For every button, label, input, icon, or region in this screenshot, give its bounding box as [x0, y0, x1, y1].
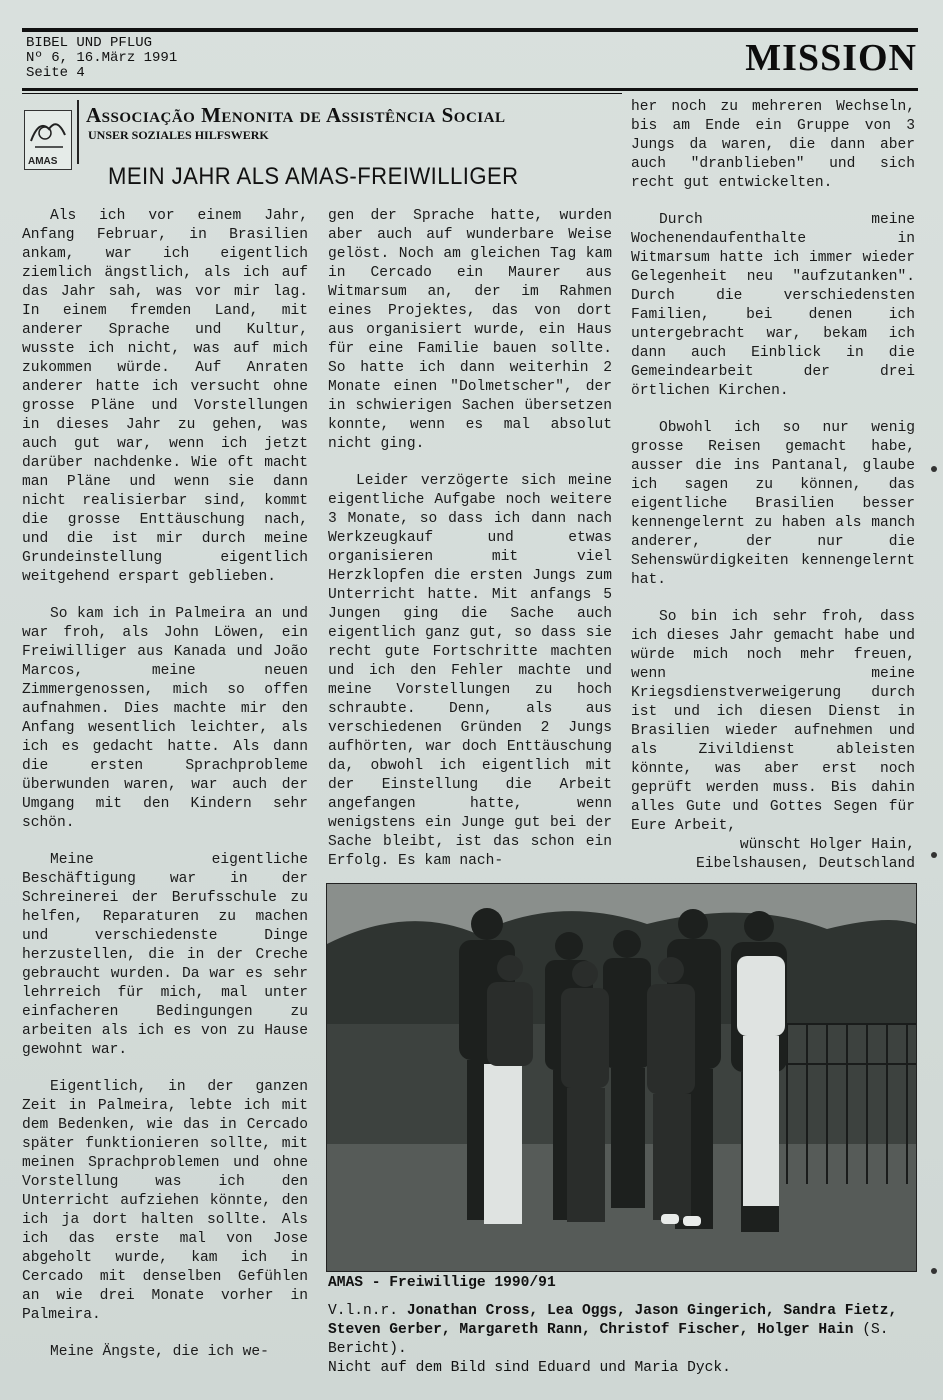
article-column-2 [328, 207, 612, 889]
signature-place: Eibelshausen, Deutschland [696, 856, 915, 872]
caption-names: Jonathan Cross, Lea Oggs, Jason Gingerich, Sandra Fietz, Steven Gerber, Margareth Rann, Christof Fischer, Holger Hain [328, 1303, 898, 1338]
section-title: MISSION [745, 37, 917, 79]
caption-missing: Nicht auf dem Bild sind Eduard und Maria Dyck. [328, 1360, 731, 1376]
paragraph: Leider verzögerte sich meine eigentliche Aufgabe noch weitere 3 Monate, so dass ich dann nach Werkzeugkauf und etwas organisieren mit viel Herzklopfen die ersten Jungs zum Unterricht hatte. Mit anfangs 5 Jungen ging die Sache auch eigentlich ganz gut, so dass sie recht gute Fortschritte machten und ich den Fehler machte und meine Vorstellungen zu hoch schraubte. Denn, als aus verschiedenen Gründen 2 Jungs aufhörten, war doch Enttäuschung da, obwohl ich eigentlich mit der Einstellung die Arbeit angefangen hatte, wenn wenigstens ein Junge gut bei der Sache bleibt, ist das schon ein Erfolg. Es kam nach- [328, 473, 612, 869]
punch-mark [931, 852, 937, 858]
paragraph: Meine Ängste, die ich we- [50, 1344, 269, 1360]
group-photo-image [327, 884, 916, 1271]
issue-date: Nº 6, 16.März 1991 [26, 50, 178, 66]
article-column-3 [631, 98, 915, 892]
caption-prefix: V.l.n.r. [328, 1303, 407, 1319]
page-number: Seite 4 [26, 65, 85, 81]
punch-mark [931, 466, 937, 472]
caption-names-line [328, 1302, 916, 1359]
logo-text: AMAS [28, 156, 58, 167]
publication-name: BIBEL UND PFLUG [26, 35, 153, 51]
paragraph: So bin ich sehr froh, dass ich dieses Jahr gemacht habe und würde mich noch mehr freuen, wenn meine Kriegsdienstverweigerung durch ist und ich diesen Dienst in Brasilien wieder aufnehmen und als Zivildienst ableisten könnte, was aber erst noch geprüft werden muss. Bis dahin alles Gute und Gottes Segen für Eure Arbeit, [631, 609, 915, 834]
org-divider [77, 100, 79, 164]
paragraph: Als ich vor einem Jahr, Anfang Februar, in Brasilien ankam, war ich eigentlich ziemlich ängstlich, als ich auf das Jahr sah, was vor mir lag. In einem fremden Land, mit anderer Sprache und Kultur, wusste ich nicht, was auf mich zukommen würde. Auf Anraten anderer hatte ich versucht ohne grosse Pläne und Vorstellungen in dieses Jahr zu gehen, was auch gut war, wenn ich jetzt darüber nachdenke. Wie oft macht man Pläne und wenn sie dann nicht realisierbar sind, kommt die grosse Enttäuschung nach, und die ist mir durch meine Grundeinstellung eigentlich weitgehend erspart geblieben. [22, 208, 308, 585]
photo-caption [328, 1274, 916, 1378]
caption-suffix: (S. Bericht). [328, 1322, 889, 1357]
paragraph: gen der Sprache hatte, wurden aber auch auf wunderbare Weise gelöst. Noch am gleichen Tag kam in Cercado ein Maurer aus Witmarsum an, der im Rahmen eines Projektes, das von dort aus organisiert wurde, ein Haus für eine Familie bauen sollte. So hatte ich dann weiterhin 2 Monate einen "Dolmetscher", der in schwierigen Sachen übersetzen konnte, wenn es mal absolut nicht ging. [328, 208, 612, 452]
organization-name: Associação Menonita de Assistência Social [86, 103, 506, 127]
top-rule [22, 28, 918, 32]
article-title: MEIN JAHR ALS AMAS-FREIWILLIGER [108, 163, 519, 190]
paragraph: Eigentlich, in der ganzen Zeit in Palmeira, lebte ich mit dem Bedenken, wie das in Cercado später funktionieren sollte, mit meinen Sprachproblemen und ohne Vorstellung was ich den Unterricht aufziehen könnte, den ich ja dort halten sollte. Als ich das erste mal von Jose abgeholt wurde, kam ich in Cercado mit denselben Gefühlen an wie drei Monate vorher in Palmeira. [22, 1079, 308, 1323]
paragraph: Durch meine Wochenendaufenthalte in Witmarsum hatte ich immer wieder Gelegenheit neu "aufzutanken". Durch die verschiedensten Familien, bei denen ich untergebracht war, bekam ich dann auch Einblick in die Gemeindearbeit der drei örtlichen Kirchen. [631, 212, 915, 399]
paragraph: her noch zu mehreren Wechseln, bis am Ende ein Gruppe von 3 Jungs da waren, die dann aber auch "dranblieben" und sich recht gut entwickelten. [631, 99, 915, 191]
amas-logo [24, 110, 72, 170]
punch-mark [931, 1268, 937, 1274]
organization-subtitle: UNSER SOZIALES HILFSWERK [88, 128, 269, 142]
paragraph: So kam ich in Palmeira an und war froh, als John Löwen, ein Freiwilliger aus Kanada und João Marcos, meine neuen Zimmergenossen, mich so offen aufnahmen. Dies machte mir den Anfang wesentlich leichter, als ich es gedacht hatte. Als dann die ersten Sprachprobleme überwunden waren, war auch der Umgang mit den Kindern sehr schön. [22, 606, 308, 831]
caption-title: AMAS - Freiwillige 1990/91 [328, 1275, 556, 1291]
paragraph: Obwohl ich so nur wenig grosse Reisen gemacht habe, ausser die ins Pantanal, glaube ich sagen zu können, das eigentliche Brasilien besser kennengelernt zu haben als manch anderer, der nur die Sehenswürdigkeiten kennengelernt hat. [631, 420, 915, 588]
article-column-1 [22, 207, 308, 1380]
header-rule [22, 88, 918, 91]
amas-logo-icon [25, 111, 71, 155]
signature-name: wünscht Holger Hain, [739, 837, 915, 853]
header-rule-thin [22, 93, 622, 94]
group-photo [326, 883, 917, 1272]
paragraph: Meine eigentliche Beschäftigung war in der Schreinerei der Berufsschule zu helfen, Reparaturen zu machen und verschiedenste Dinge herzustellen, die in der Creche gebraucht wurden. Da war es sehr lehrreich für mich, mal unter einfacheren Bedingungen zu arbeiten als ich es von zu Hause gewohnt war. [22, 852, 308, 1058]
masthead-info [26, 36, 177, 81]
